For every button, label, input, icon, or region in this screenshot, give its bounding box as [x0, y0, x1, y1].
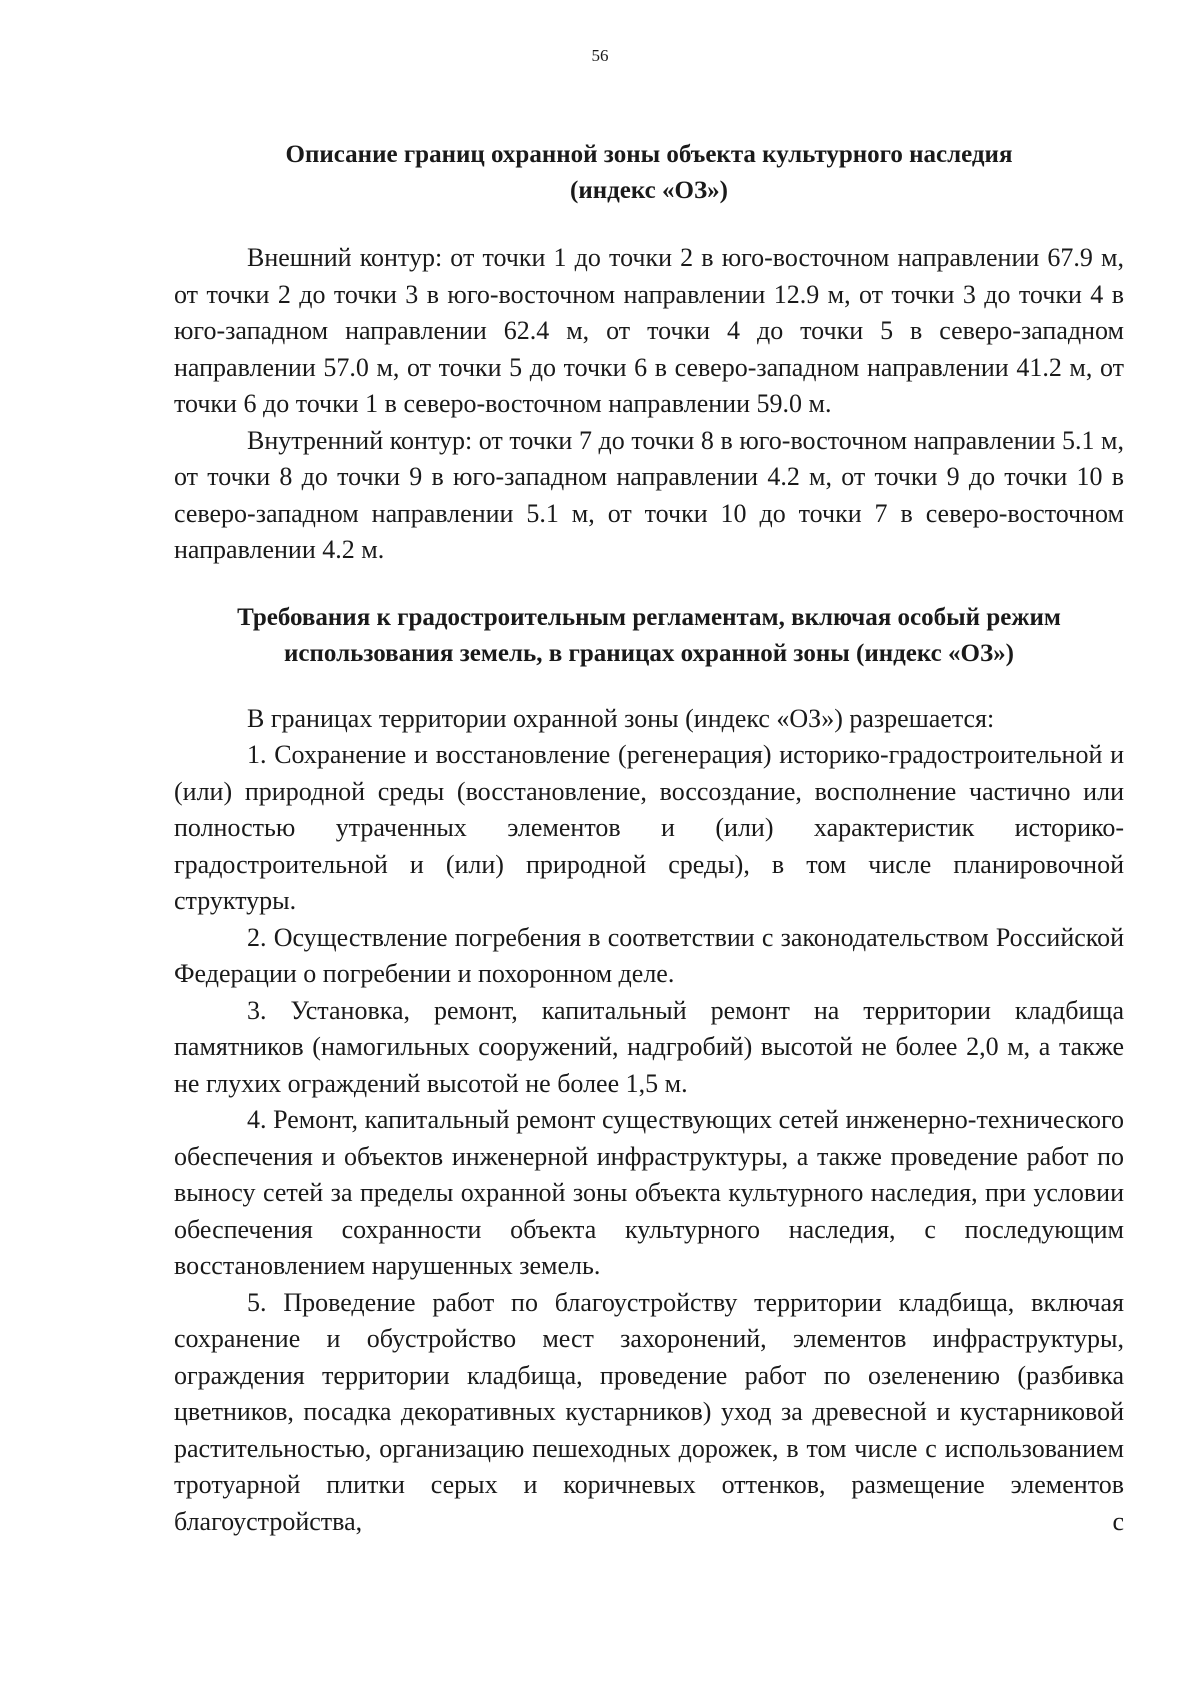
section-heading-boundaries: [174, 137, 1124, 209]
list-item-1: 1. Сохранение и восстановление (регенерация) историко-градостроительной и (или) природной среды (восстановление, воссоздание, восполнение частично или полностью утраченных элементов и (или) характеристик историко-градостроительной и (или) природной среды), в том числе планировочной структуры.: [174, 740, 1124, 915]
list-item-4: 4. Ремонт, капитальный ремонт существующих сетей инженерно-технического обеспечения и объектов инженерной инфраструктуры, а также проведение работ по выносу сетей за пределы охранной зоны объекта культурного наследия, при условии обеспечения сохранности объекта культурного наследия, с последующим восстановлением нарушенных земель.: [174, 1105, 1124, 1280]
heading-line: Требования к градостроительным регламентам, включая особый режим: [237, 603, 1061, 631]
list-item-2: 2. Осуществление погребения в соответствии с законодательством Российской Федерации о погребении и похоронном деле.: [174, 922, 1124, 988]
page-content: [174, 137, 1124, 1540]
heading-line: использования земель, в границах охранной зоны (индекс «ОЗ»): [284, 639, 1014, 667]
heading-line: Описание границ охранной зоны объекта культурного наследия: [285, 141, 1013, 168]
list-item-5: 5. Проведение работ по благоустройству территории кладбища, включая сохранение и обустройство мест захоронений, элементов инфраструктуры, ограждения территории кладбища, проведение работ по озеленению (разбивка цветников, посадка декоративных кустарников) уход за древесной и кустарниковой растительностью, организацию пешеходных дорожек, в том числе с использованием тротуарной плитки серых и коричневых оттенков, размещение элементов благоустройства, с: [174, 1287, 1124, 1536]
paragraph-inner-contour: Внутренний контур: от точки 7 до точки 8 в юго-восточном направлении 5.1 м, от точки 8 до точки 9 в юго-западном направлении 4.2 м, от точки 9 до точки 10 в северо-западном направлении 5.1 м, от точки 10 до точки 7 в северо-восточном направлении 4.2 м.: [174, 425, 1124, 564]
list-item-3: 3. Установка, ремонт, капитальный ремонт на территории кладбища памятников (намогильных сооружений, надгробий) высотой не более 2,0 м, а также не глухих ограждений высотой не более 1,5 м.: [174, 995, 1124, 1098]
paragraph-outer-contour: Внешний контур: от точки 1 до точки 2 в юго-восточном направлении 67.9 м, от точки 2 до точки 3 в юго-восточном направлении 12.9 м, от точки 3 до точки 4 в юго-западном направлении 62.4 м, от точки 4 до точки 5 в северо-западном направлении 57.0 м, от точки 5 до точки 6 в северо-западном направлении 41.2 м, от точки 6 до точки 1 в северо-восточном направлении 59.0 м.: [174, 243, 1124, 418]
section-heading-requirements: [174, 600, 1124, 672]
paragraph-intro: В границах территории охранной зоны (индекс «ОЗ») разрешается:: [247, 703, 995, 733]
heading-line: (индекс «ОЗ»): [570, 177, 728, 204]
page-number: 56: [591, 46, 609, 65]
